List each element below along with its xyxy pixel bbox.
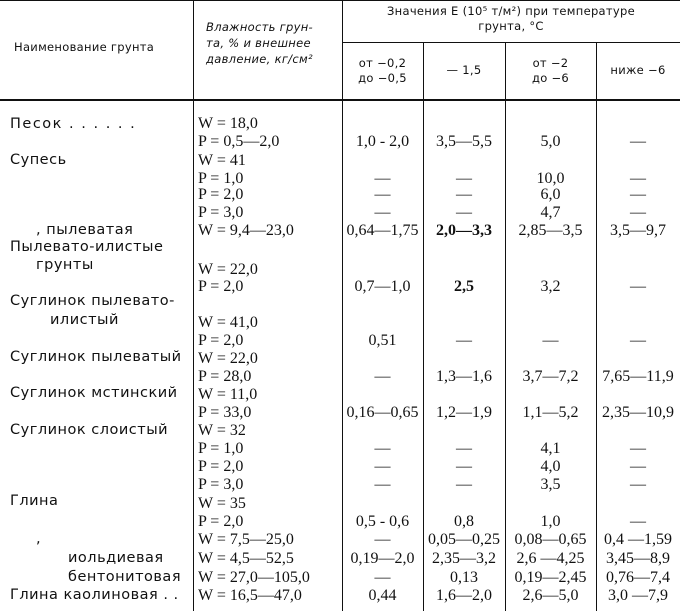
value-cell: 4,1 bbox=[540, 440, 561, 457]
value-cell: 2,6 —4,25 bbox=[516, 550, 585, 567]
value-cell: 0,44 bbox=[368, 587, 397, 604]
value-cell: 0,4 —1,59 bbox=[604, 531, 672, 548]
condition-cell: W = 35 bbox=[198, 495, 246, 512]
soil-name: Глина каолиновая . . bbox=[10, 587, 179, 603]
condition-cell: P = 2,0 bbox=[198, 332, 244, 349]
condition-cell: P = 0,5—2,0 bbox=[198, 133, 280, 150]
soil-name: Глина bbox=[10, 493, 59, 509]
condition-cell: P = 2,0 bbox=[198, 186, 244, 203]
value-cell: — bbox=[630, 133, 646, 150]
value-cell: — bbox=[456, 458, 472, 475]
value-cell: — bbox=[374, 186, 391, 203]
value-cell: 3,2 bbox=[540, 278, 561, 295]
value-cell: 3,0 —7,9 bbox=[608, 587, 668, 604]
temp-col-1-line-1: от −0,2 bbox=[358, 56, 407, 70]
value-cell: 1,1—5,2 bbox=[522, 404, 579, 421]
condition-cell: W = 22,0 bbox=[198, 261, 258, 278]
value-cell: 3,45—8,9 bbox=[606, 550, 670, 567]
value-cell: — bbox=[456, 170, 472, 187]
value-cell: — bbox=[374, 440, 391, 457]
header-moisture-line-1: Влажность грун- bbox=[206, 20, 313, 34]
value-cell: 0,19—2,0 bbox=[350, 550, 415, 567]
value-cell: 2,0—3,3 bbox=[436, 222, 492, 239]
value-cell: — bbox=[374, 531, 391, 548]
condition-cell: W = 16,5—47,0 bbox=[198, 587, 302, 604]
condition-cell: W = 22,0 bbox=[198, 350, 258, 367]
soil-name: Суглинок пылеватый bbox=[10, 349, 182, 365]
value-cell: — bbox=[630, 458, 646, 475]
condition-cell: W = 18,0 bbox=[198, 115, 258, 132]
condition-cell: P = 3,0 bbox=[198, 476, 244, 493]
soil-name: Суглинок мстинский bbox=[10, 385, 178, 401]
header-name: Наименование грунта bbox=[14, 40, 155, 54]
header-moisture-line-3: давление, кг/см² bbox=[206, 52, 313, 66]
condition-cell: P = 1,0 bbox=[198, 170, 244, 187]
value-cell: — bbox=[630, 170, 646, 187]
value-cell: — bbox=[630, 186, 646, 203]
condition-cell: P = 2,0 bbox=[198, 278, 244, 295]
value-cell: — bbox=[630, 476, 646, 493]
value-cell: — bbox=[374, 476, 391, 493]
temp-col-2: — 1,5 bbox=[446, 63, 482, 77]
condition-cell: P = 28,0 bbox=[198, 368, 252, 385]
soil-name: , bbox=[36, 531, 42, 547]
temp-col-3-line-1: от −2 bbox=[532, 56, 569, 70]
soil-name: Суглинок слоистый bbox=[10, 422, 169, 438]
value-cell: 7,65—11,9 bbox=[602, 368, 674, 385]
soil-name: , пылеватая bbox=[36, 222, 134, 238]
subheader-rule bbox=[342, 42, 680, 43]
soil-name: Суглинок пылевато- bbox=[10, 293, 175, 309]
soil-name: иольдиевая bbox=[68, 550, 164, 566]
value-cell: — bbox=[456, 332, 472, 349]
soil-name: Песок . . . . . . bbox=[10, 116, 137, 132]
value-cell: — bbox=[630, 332, 646, 349]
header-moisture-line-2: та, % и внешнее bbox=[206, 36, 311, 50]
condition-cell: W = 41 bbox=[198, 152, 246, 169]
value-cell: 0,08—0,65 bbox=[514, 531, 587, 548]
header-bottom-rule bbox=[0, 99, 680, 101]
soil-name: Пылевато-илистые bbox=[10, 239, 164, 255]
value-cell: — bbox=[456, 440, 472, 457]
header-values-line-1: Значения E (10⁵ т/м²) при температуре bbox=[386, 4, 635, 18]
value-cell: 2,85—3,5 bbox=[518, 222, 583, 239]
value-cell: 1,0 - 2,0 bbox=[355, 133, 410, 150]
value-cell: 2,35—10,9 bbox=[602, 404, 674, 421]
condition-cell: P = 33,0 bbox=[198, 404, 252, 421]
value-cell: 2,35—3,2 bbox=[432, 550, 496, 567]
condition-cell: W = 27,0—105,0 bbox=[198, 569, 310, 586]
value-cell: — bbox=[374, 204, 391, 221]
value-cell: 0,13 bbox=[450, 569, 478, 586]
value-cell: — bbox=[456, 186, 472, 203]
condition-cell: W = 9,4—23,0 bbox=[198, 222, 294, 239]
value-cell: 0,19—2,45 bbox=[514, 569, 587, 586]
condition-cell: P = 3,0 bbox=[198, 204, 244, 221]
header-values-line-2: грунта, °С bbox=[478, 19, 544, 33]
value-cell: — bbox=[456, 204, 472, 221]
value-cell: — bbox=[374, 170, 391, 187]
value-cell: 0,7—1,0 bbox=[354, 278, 411, 295]
condition-cell: W = 32 bbox=[198, 422, 246, 439]
value-cell: — bbox=[456, 476, 472, 493]
value-cell: 1,6—2,0 bbox=[436, 587, 492, 604]
value-cell: — bbox=[374, 368, 391, 385]
value-cell: 0,51 bbox=[368, 332, 397, 349]
soil-name: илистый bbox=[50, 312, 119, 328]
value-cell: 0,16—0,65 bbox=[346, 404, 419, 421]
value-cell: 10,0 bbox=[536, 170, 565, 187]
value-cell: 3,5 bbox=[540, 476, 561, 493]
value-cell: 3,5—9,7 bbox=[610, 222, 666, 239]
value-cell: 3,5—5,5 bbox=[436, 133, 492, 150]
value-cell: — bbox=[542, 332, 559, 349]
value-cell: 0,76—7,4 bbox=[606, 569, 670, 586]
soil-name: грунты bbox=[36, 257, 94, 273]
value-cell: 4,0 bbox=[540, 458, 561, 475]
value-cell: 5,0 bbox=[540, 133, 561, 150]
value-cell: 1,3—1,6 bbox=[436, 368, 492, 385]
value-cell: 3,7—7,2 bbox=[522, 368, 579, 385]
value-cell: 0,05—0,25 bbox=[428, 531, 500, 548]
condition-cell: P = 2,0 bbox=[198, 513, 244, 530]
value-cell: 1,2—1,9 bbox=[436, 404, 492, 421]
soil-name: бентонитовая bbox=[68, 569, 182, 585]
value-cell: — bbox=[374, 458, 391, 475]
value-cell: 1,0 bbox=[540, 513, 561, 530]
value-cell: 6,0 bbox=[540, 186, 561, 203]
divider-name-col bbox=[193, 0, 194, 611]
value-cell: 0,5 - 0,6 bbox=[355, 513, 410, 530]
top-rule bbox=[0, 0, 680, 1]
value-cell: — bbox=[630, 440, 646, 457]
value-cell: — bbox=[630, 278, 646, 295]
value-cell: — bbox=[630, 513, 646, 530]
value-cell: — bbox=[374, 569, 391, 586]
condition-cell: W = 41,0 bbox=[198, 314, 258, 331]
temp-col-3-line-2: до −6 bbox=[531, 71, 570, 85]
temp-col-1-line-2: до −0,5 bbox=[358, 71, 407, 85]
temp-col-4: ниже −6 bbox=[610, 63, 666, 77]
value-cell: 0,8 bbox=[454, 513, 474, 530]
soil-name: Супесь bbox=[10, 152, 67, 168]
condition-cell: P = 1,0 bbox=[198, 440, 244, 457]
condition-cell: P = 2,0 bbox=[198, 458, 244, 475]
condition-cell: W = 11,0 bbox=[198, 386, 258, 403]
value-cell: — bbox=[630, 204, 646, 221]
condition-cell: W = 7,5—25,0 bbox=[198, 531, 294, 548]
value-cell: 2,6—5,0 bbox=[522, 587, 579, 604]
value-cell: 2,5 bbox=[454, 278, 474, 295]
value-cell: 4,7 bbox=[540, 204, 561, 221]
value-cell: 0,64—1,75 bbox=[346, 222, 419, 239]
condition-cell: W = 4,5—52,5 bbox=[198, 550, 294, 567]
